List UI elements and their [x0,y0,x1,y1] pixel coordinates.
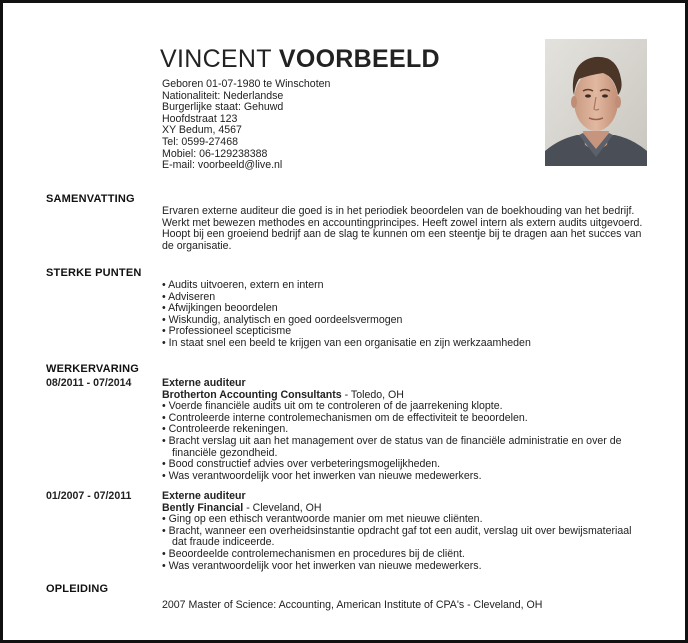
section-title-education: OPLEIDING [46,583,109,595]
job-duty: • Controleerde rekeningen. [162,424,647,436]
strength-item: • Professioneel scepticisme [162,326,647,338]
job-entry [162,378,647,482]
job-dates: 08/2011 - 07/2014 [46,377,132,389]
strengths-list [162,280,647,350]
contact-line-street: Hoofdstraat 123 [162,112,238,125]
summary-text: Ervaren externe auditeur die goed is in het periodiek beoordelen van de boekhouding van het bedrijf. Werkt met bewezen methodes en accountingprincipes. Heeft zowel intern als extern audits uitgevoerd. Hoopt bij een groeiend bedrijf aan de slag te kunnen om een steentje bij te dragen aan het succes van de organisatie. [162,205,643,252]
job-duty: • Controleerde interne controlemechanismen om de effectiviteit te beoordelen. [162,413,647,425]
company-name: Bently Financial [162,501,244,514]
company-location: - Toledo, OH [341,388,404,401]
last-name: VOORBEELD [278,45,440,73]
section-title-strengths: STERKE PUNTEN [46,267,142,279]
contact-line-birth: Geboren 01-07-1980 te Winschoten [162,78,331,90]
strength-item: • Audits uitvoeren, extern en intern [162,280,647,292]
education-entry: 2007 Master of Science: Accounting, American Institute of CPA's - Cleveland, OH [162,599,543,611]
job-duty: • Was verantwoordelijk voor het inwerken van nieuwe medewerkers. [162,561,647,573]
contact-line-email: E-mail: voorbeeld@live.nl [162,159,283,172]
contact-line-nationality: Nationaliteit: Nederlandse [162,89,284,102]
candidate-name [160,45,440,73]
section-title-experience: WERKERVARING [46,363,140,375]
strength-item: • Afwijkingen beoordelen [162,303,647,315]
job-duty: • Ging op een ethisch verantwoorde manier om met nieuwe cliënten. [162,514,647,526]
contact-details [162,79,330,172]
profile-photo [545,39,647,166]
job-duty: • Was verantwoordelijk voor het inwerken van nieuwe medewerkers. [162,471,647,483]
job-title: Externe auditeur [162,377,246,389]
job-title: Externe auditeur [162,490,246,502]
contact-line-phone: Tel: 0599-27468 [162,135,238,148]
company-name: Brotherton Accounting Consultants [162,388,342,401]
job-duty: • Bracht, wanneer een overheidsinstantie opdracht gaf tot een audit, verslag uit over bewijsmateriaal dat fraude indiceerde. [162,526,647,549]
first-name: VINCENT [160,45,272,73]
company-location: - Cleveland, OH [243,501,322,514]
job-duties-list [162,514,647,572]
section-title-summary: SAMENVATTING [46,193,135,205]
job-duty: • Voerde financiële audits uit om te controleren of de jaarrekening klopte. [162,401,647,413]
job-dates: 01/2007 - 07/2011 [46,490,132,502]
contact-line-mobile: Mobiel: 06-129238388 [162,147,268,160]
job-duty: • Bracht verslag uit aan het management over de status van de financiële administratie en over de financiële gezondheid. [162,436,647,459]
strength-item: • Wiskundig, analytisch en goed oordeelsvermogen [162,315,647,327]
job-duty: • Beoordeelde controlemechanismen en procedures bij de cliënt. [162,549,647,561]
strength-item: • In staat snel een beeld te krijgen van een organisatie en zijn werkzaamheden [162,338,647,350]
job-entry [162,491,647,572]
contact-line-marital-status: Burgerlijke staat: Gehuwd [162,101,284,114]
job-duty: • Bood constructief advies over verbeteringsmogelijkheden. [162,459,647,471]
job-duties-list [162,401,647,482]
contact-line-city: XY Bedum, 4567 [162,124,242,137]
strength-item: • Adviseren [162,292,647,304]
